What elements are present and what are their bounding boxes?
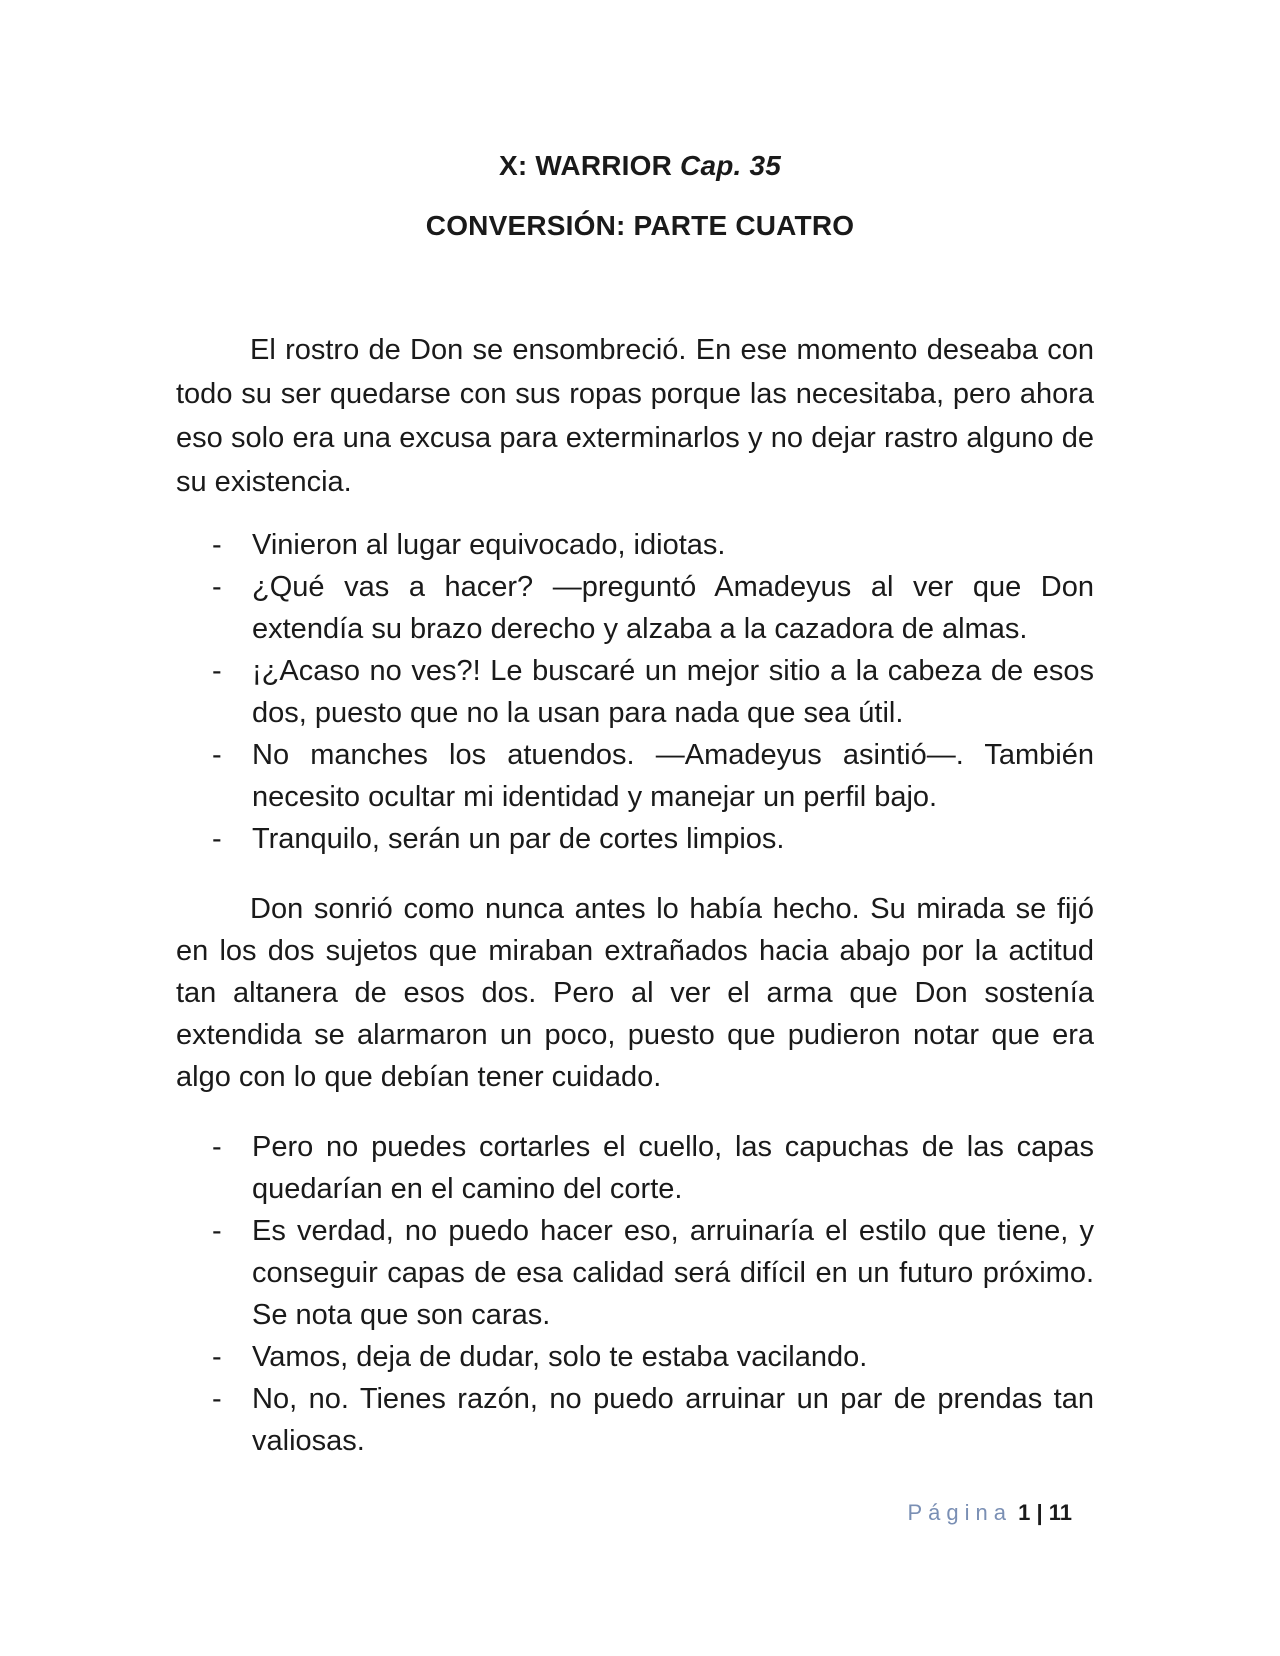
paragraph: El rostro de Don se ensombreció. En ese momento deseaba con todo su ser quedarse con sus ropas porque las necesitaba, pero ahora eso solo era una excusa para exterminarlos y no dejar rastro alguno de su existencia. xyxy=(176,334,1094,498)
dialog-list xyxy=(176,524,1094,860)
dialog-line: - Vinieron al lugar equivocado, idiotas. xyxy=(212,529,726,561)
dialog-line: - Vamos, deja de dudar, solo te estaba vacilando. xyxy=(212,1341,868,1373)
dialog-line: - No manches los atuendos. —Amadeyus asintió—. También necesito ocultar mi identidad y manejar un perfil bajo. xyxy=(212,739,1094,813)
page-separator: | xyxy=(1036,1500,1043,1525)
dialog-line: - Tranquilo, serán un par de cortes limpios. xyxy=(212,823,785,855)
dialog-line: - ¡¿Acaso no ves?! Le buscaré un mejor sitio a la cabeza de esos dos, puesto que no la usan para nada que sea útil. xyxy=(212,655,1094,729)
dialog-line: - Es verdad, no puedo hacer eso, arruinaría el estilo que tiene, y conseguir capas de esa calidad será difícil en un futuro próximo. Se nota que son caras. xyxy=(212,1215,1094,1331)
chapter-subtitle: CONVERSIÓN: PARTE CUATRO xyxy=(425,210,855,241)
page-number: 1 xyxy=(1018,1500,1031,1525)
dialog-line: - ¿Qué vas a hacer? —preguntó Amadeyus al ver que Don extendía su brazo derecho y alzaba a la cazadora de almas. xyxy=(212,571,1094,645)
chapter-title xyxy=(0,150,1280,182)
book-title: X: WARRIOR xyxy=(498,150,673,181)
dialog-list xyxy=(176,1126,1094,1462)
page-total: 11 xyxy=(1048,1500,1072,1525)
page-label: Página xyxy=(907,1500,1012,1525)
page-footer xyxy=(907,1500,1072,1526)
chapter-number: Cap. 35 xyxy=(680,150,782,181)
dialog-line: - Pero no puedes cortarles el cuello, las capuchas de las capas quedarían en el camino del corte. xyxy=(212,1131,1094,1205)
paragraph: Don sonrió como nunca antes lo había hecho. Su mirada se fijó en los dos sujetos que miraban extrañados hacia abajo por la actitud tan altanera de esos dos. Pero al ver el arma que Don sostenía extendida se alarmaron un poco, puesto que pudieron notar que era algo con lo que debían tener cuidado. xyxy=(176,893,1094,1093)
dialog-line: - No, no. Tienes razón, no puedo arruinar un par de prendas tan valiosas. xyxy=(212,1383,1094,1457)
